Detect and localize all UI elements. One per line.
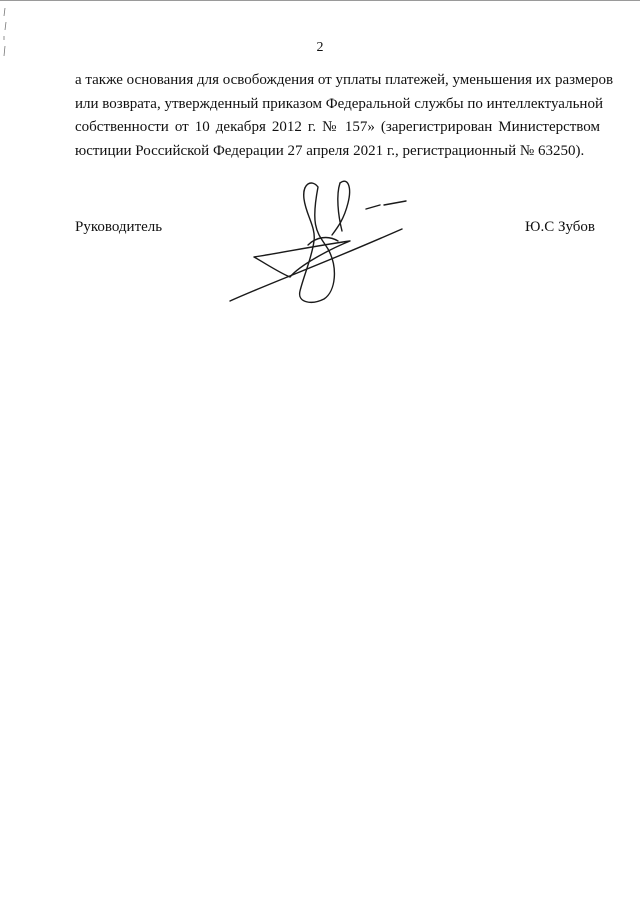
signatory-title: Руководитель: [75, 219, 163, 235]
body-line: а также основания для освобождения от уплаты платежей, уменьшения их размеров: [75, 72, 614, 88]
body-line: или возврата, утвержденный приказом Федеральной службы по интеллектуальной: [75, 95, 603, 112]
handwritten-signature-icon: [220, 175, 420, 310]
page-number: 2: [316, 40, 324, 55]
scan-edge: [0, 0, 640, 3]
body-paragraph: [75, 69, 614, 163]
scan-artifact-mark: [2, 6, 8, 66]
signatory-name: Ю.С Зубов: [525, 219, 595, 235]
body-line: юстиции Российской Федерации 27 апреля 2021 г., регистрационный № 63250).: [75, 142, 585, 159]
body-line: собственности от 10 декабря 2012 г. № 157» (зарегистрирован Министерством: [75, 119, 600, 135]
